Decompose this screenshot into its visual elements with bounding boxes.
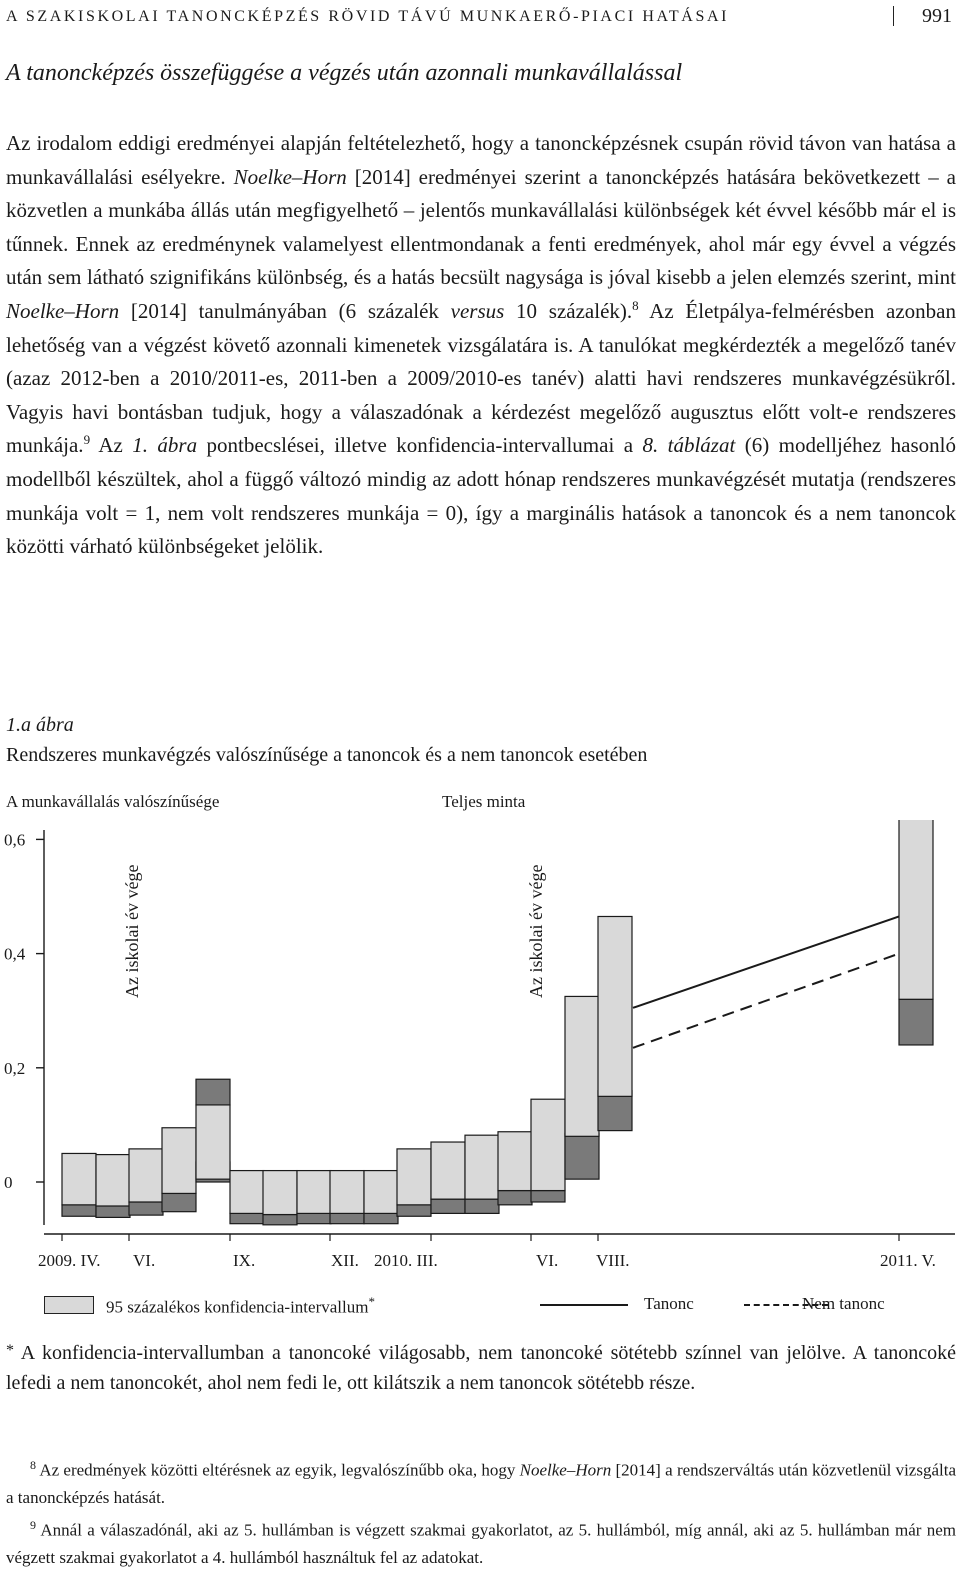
figure-reference: 1. ábra xyxy=(132,433,198,458)
x-tick-label: IX. xyxy=(233,1251,256,1270)
footnote-text: Annál a válaszadónál, aki az 5. hullámban is végzett szakmai gyakorlatot, az 5. hullámból, míg annál, aki az 5. hullámban már nem végzett szakmai gyakorlatot a 4. hullámból használtuk fel az adatokat. xyxy=(6,1520,956,1567)
legend-ci-star: * xyxy=(368,1294,375,1309)
y-tick-label: 0 xyxy=(4,1173,13,1192)
ci-bar-tanonc xyxy=(598,916,632,1096)
body-s5: Az Életpálya-felmérésben azonban lehetőség van a végzést követő azonnali kimenetek vizsgálatára is. A tanulókat megkérdezték a megelőző tanév (azaz 2012-ben a 2010/2011-es, 2011-ben a 2009/2010-es tanév) alatti havi rendszeres munkavégzésükről. Vagyis havi bontásban tudjuk, hogy a válaszadónak a kérdezést megelőző augusztus előtt volt-e rendszeres munkája. xyxy=(6,298,956,458)
ci-bar-nem-tanonc xyxy=(364,1213,398,1223)
footnote-ref-9[interactable]: 9 xyxy=(83,432,91,448)
ci-bar-nem-tanonc-upper xyxy=(196,1079,230,1105)
footnote-text: [2014] a rendszerváltás után közvetlenül vizsgálta a tanoncképzés hatását. xyxy=(6,1460,956,1508)
body-s3: [2014] tanulmányában (6 százalék xyxy=(119,298,451,323)
y-tick-label: 0,4 xyxy=(4,944,26,964)
legend-ci-label xyxy=(106,1294,375,1318)
ci-bar-tanonc xyxy=(899,820,933,999)
ci-bar-nem-tanonc xyxy=(899,999,933,1045)
y-axis-title: A munkavállalás valószínűsége xyxy=(6,792,220,811)
x-tick-label: 2010. III. xyxy=(374,1251,438,1270)
ci-bar-tanonc xyxy=(263,1171,297,1215)
legend-ci-swatch xyxy=(44,1296,94,1314)
body-s4: 10 százalék). xyxy=(504,298,633,323)
legend-ci-text: 95 százalékos konfidencia-intervallum xyxy=(106,1297,369,1317)
ci-bar-tanonc xyxy=(162,1128,196,1194)
header-divider xyxy=(893,6,894,26)
ci-bar-tanonc xyxy=(230,1171,264,1214)
ci-bar-tanonc xyxy=(129,1149,163,1202)
footnote-8 xyxy=(6,1452,956,1512)
y-tick-label: 0,2 xyxy=(4,1058,26,1078)
body-s6: Az xyxy=(90,433,133,458)
figure-title: Rendszeres munkavégzés valószínűsége a tanoncok és a nem tanoncok esetében xyxy=(6,744,648,766)
body-s8: (6) modelljéhez hasonló modellből készültek, ahol a függő változó mindig az adott hónap rendszeres munkavégzését mutatja (rendszeres munkája volt = 1, nem volt rendszeres munkája = 0), így a marginális hatások a tanoncok és a nem tanoncok közötti várható különbségeket jelölik. xyxy=(6,433,956,559)
figure-number: 1.a ábra xyxy=(6,714,74,736)
figure-note xyxy=(6,1336,956,1398)
ci-bar-nem-tanonc xyxy=(129,1202,163,1215)
y-tick-label: 0,6 xyxy=(4,830,26,850)
footnote-number: 9 xyxy=(30,1517,36,1532)
ci-bar-tanonc xyxy=(330,1171,364,1214)
ci-bar-nem-tanonc xyxy=(465,1199,499,1213)
body-s2: [2014] eredményei szerint a tanoncképzés hatására bekövetkezett – a közvetlen a munkába állás után megfigyelhető – jelentős munkavállalási különbségek két évvel később már el is tűnnek. Ennek az eredménynek valamelyest ellentmondanak a fenti eredmények, ahol már egy évvel a végzés után sem látható szignifikáns különbség, és a hatás becsült nagysága is jóval kisebb a jelen elemzés szerint, mint xyxy=(6,164,956,290)
ci-bar-tanonc xyxy=(431,1142,465,1199)
school-year-end-label: Az iskolai év vége xyxy=(122,864,142,998)
x-tick-label: VI. xyxy=(536,1251,559,1270)
ci-bar-tanonc xyxy=(531,1099,565,1190)
ci-bar-nem-tanonc xyxy=(330,1213,364,1223)
ci-bar-nem-tanonc xyxy=(263,1215,297,1225)
versus-word: versus xyxy=(450,298,505,323)
ci-bar-nem-tanonc xyxy=(62,1205,96,1216)
school-year-end-label: Az iskolai év vége xyxy=(526,864,546,998)
ci-bar-nem-tanonc xyxy=(96,1206,130,1217)
citation: Noelke–Horn xyxy=(6,298,120,323)
page-number: 991 xyxy=(922,5,952,27)
running-head xyxy=(6,4,956,30)
tanonc-line xyxy=(633,916,899,1007)
x-tick-label: 2011. V. xyxy=(880,1251,936,1270)
ci-bar-nem-tanonc xyxy=(397,1205,431,1216)
ci-bar-nem-tanonc xyxy=(297,1213,331,1223)
body-paragraph xyxy=(6,127,956,564)
ci-bar-tanonc xyxy=(196,1105,230,1179)
ci-bar-nem-tanonc xyxy=(565,1133,599,1179)
ci-bar-nem-tanonc xyxy=(230,1213,264,1223)
figure-note-marker: * xyxy=(6,1342,14,1359)
section-title: A tanoncképzés összefüggése a végzés után azonnali munkavállalással xyxy=(6,60,683,86)
citation: Noelke–Horn xyxy=(519,1460,612,1480)
ci-bar-nem-tanonc xyxy=(431,1199,465,1213)
x-tick-label: VI. xyxy=(133,1251,156,1270)
x-tick-label: 2009. IV. xyxy=(38,1251,101,1270)
ci-bar-nem-tanonc xyxy=(531,1191,565,1202)
ci-bar-nem-tanonc xyxy=(498,1191,532,1205)
nem-tanonc-line xyxy=(633,954,899,1048)
footnote-9 xyxy=(6,1512,956,1571)
footnote-text: Az eredmények közötti eltérésnek az egyik, legvalószínűbb oka, hogy xyxy=(36,1460,520,1480)
chart xyxy=(0,820,960,1280)
footnote-ref-8[interactable]: 8 xyxy=(632,297,639,313)
ci-bar-tanonc xyxy=(297,1171,331,1214)
ci-bar-tanonc xyxy=(565,996,599,1136)
citation: Noelke–Horn xyxy=(233,164,347,189)
legend xyxy=(44,1292,944,1318)
legend-tanonc-label: Tanonc xyxy=(644,1294,694,1313)
ci-bar-tanonc xyxy=(364,1171,398,1214)
ci-bar-tanonc xyxy=(62,1153,96,1204)
ci-bar-tanonc xyxy=(465,1135,499,1199)
footnote-number: 8 xyxy=(30,1458,36,1472)
ci-bar-nem-tanonc xyxy=(162,1193,196,1211)
legend-nem-tanonc-label: Nem tanonc xyxy=(802,1294,885,1313)
table-reference: 8. táblázat xyxy=(642,433,736,458)
legend-tanonc-line xyxy=(540,1304,628,1306)
x-tick-label: VIII. xyxy=(596,1251,630,1270)
body-s1: Az irodalom eddigi eredményei alapján feltételezhető, hogy a tanoncképzésnek csupán rövid távon van hatása a munkavállalási esélyekre. xyxy=(6,131,956,189)
body-s7: pontbecslései, illetve konfidencia-intervallumai a xyxy=(197,433,643,458)
x-tick-label: XII. xyxy=(331,1251,359,1270)
chart-subtitle: Teljes minta xyxy=(442,792,526,811)
footnotes xyxy=(6,1452,956,1571)
ci-bar-tanonc xyxy=(96,1155,130,1206)
figure-note-text: A konfidencia-intervallumban a tanoncoké világosabb, nem tanoncoké sötétebb színnel van jelölve. A tanoncoké lefedi a nem tanoncokét, ahol nem fedi le, ott kilátszik a nem tanoncok sötétebb része. xyxy=(6,1342,956,1394)
ci-bar-tanonc xyxy=(498,1132,532,1191)
running-title: A SZAKISKOLAI TANONCKÉPZÉS RÖVID TÁVÚ MUNKAERŐ-PIACI HATÁSAI xyxy=(6,8,730,25)
ci-bar-tanonc xyxy=(397,1149,431,1205)
